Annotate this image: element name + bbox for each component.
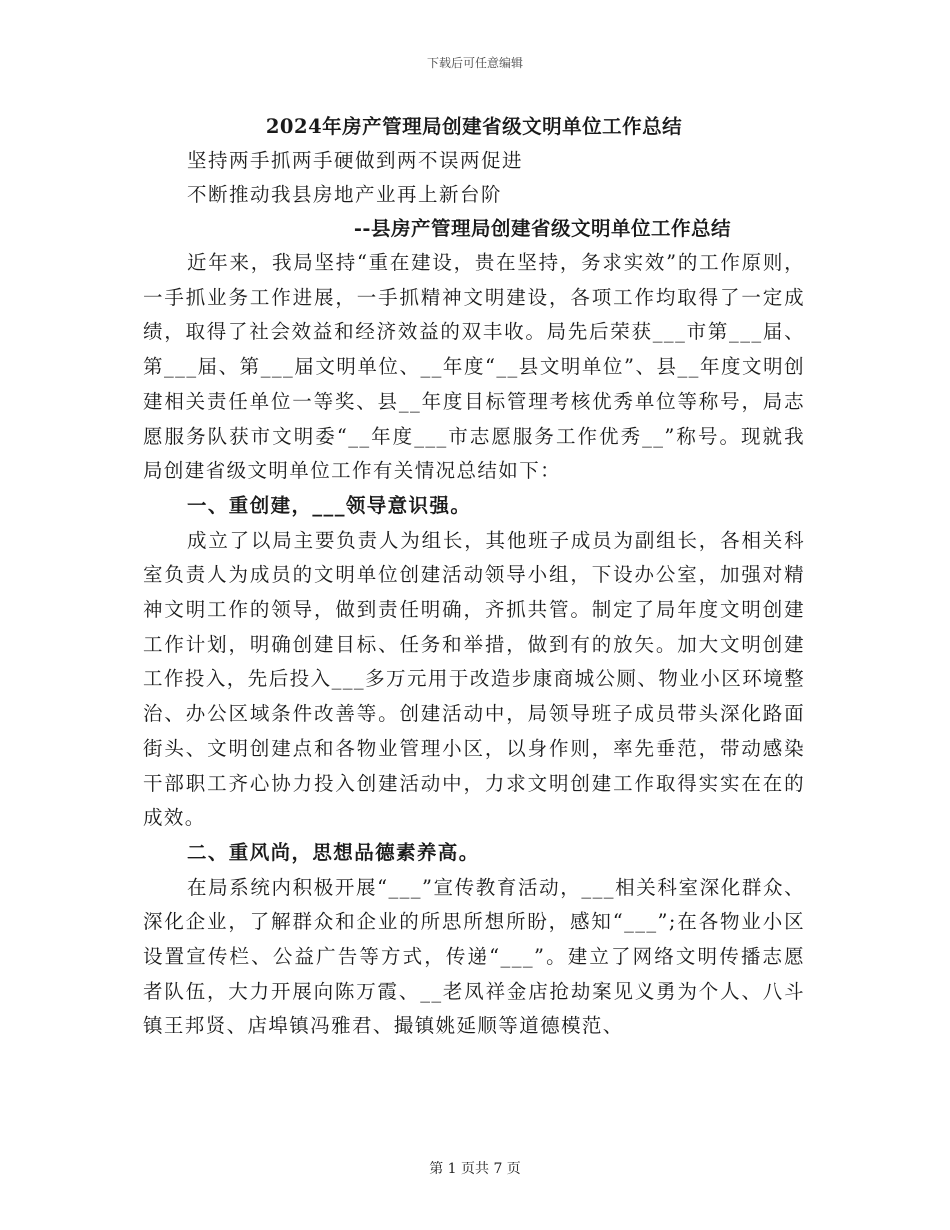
intro-paragraph: 近年来，我局坚持“重在建设，贵在坚持，务求实效”的工作原则，一手抓业务工作进展，一手抓精神文明建设，各项工作均取得了一定成绩，取得了社会效益和经济效益的双丰收。局先后荣获___市第___届、第___届、第___届文明单位、__年度“__县文明单位”、县__年度文明创建相关责任单位一等奖、县__年度目标管理考核优秀单位等称号，局志愿服务队获市文明委“__年度___市志愿服务工作优秀__”称号。现就我局创建省级文明单位工作有关情况总结如下：: [143, 251, 805, 483]
document-title: 2024年房产管理局创建省级文明单位工作总结: [265, 115, 683, 138]
header-note: 下载后可任意编辑: [426, 56, 523, 70]
document-byline: --县房产管理局创建省级文明单位工作总结: [353, 217, 731, 240]
section-1-heading: 一、重创建，___领导意识强。: [187, 493, 472, 517]
document-body: [143, 110, 805, 1044]
page-number-footer: 第 1 页共 7 页: [429, 1161, 521, 1177]
section-2-paragraph: 在局系统内积极开展“___”宣传教育活动，___相关科室深化群众、深化企业，了解群众和企业的所思所想所盼，感知“___”;在各物业小区设置宣传栏、公益广告等方式，传递“___”。建立了网络文明传播志愿者队伍，大力开展向陈万霞、__老凤祥金店抢劫案见义勇为个人、八斗镇王邦贤、店埠镇冯雅君、撮镇姚延顺等道德模范、: [143, 875, 805, 1038]
document-subtitle-1: 坚持两手抓两手硬做到两不误两促进: [187, 149, 524, 172]
section-2-heading: 二、重风尚，思想品德素养高。: [187, 840, 480, 864]
document-subtitle-2: 不断推动我县房地产业再上新台阶: [187, 183, 503, 206]
section-1-paragraph: 成立了以局主要负责人为组长，其他班子成员为副组长，各相关科室负责人为成员的文明单位创建活动领导小组，下设办公室，加强对精神文明工作的领导，做到责任明确，齐抓共管。制定了局年度文明创建工作计划，明确创建目标、任务和举措，做到有的放矢。加大文明创建工作投入，先后投入___多万元用于改造步康商城公厕、物业小区环境整治、办公区域条件改善等。创建活动中，局领导班子成员带头深化路面街头、文明创建点和各物业管理小区，以身作则，率先垂范，带动感染干部职工齐心协力投入创建活动中，力求文明创建工作取得实实在在的成效。: [143, 528, 805, 830]
